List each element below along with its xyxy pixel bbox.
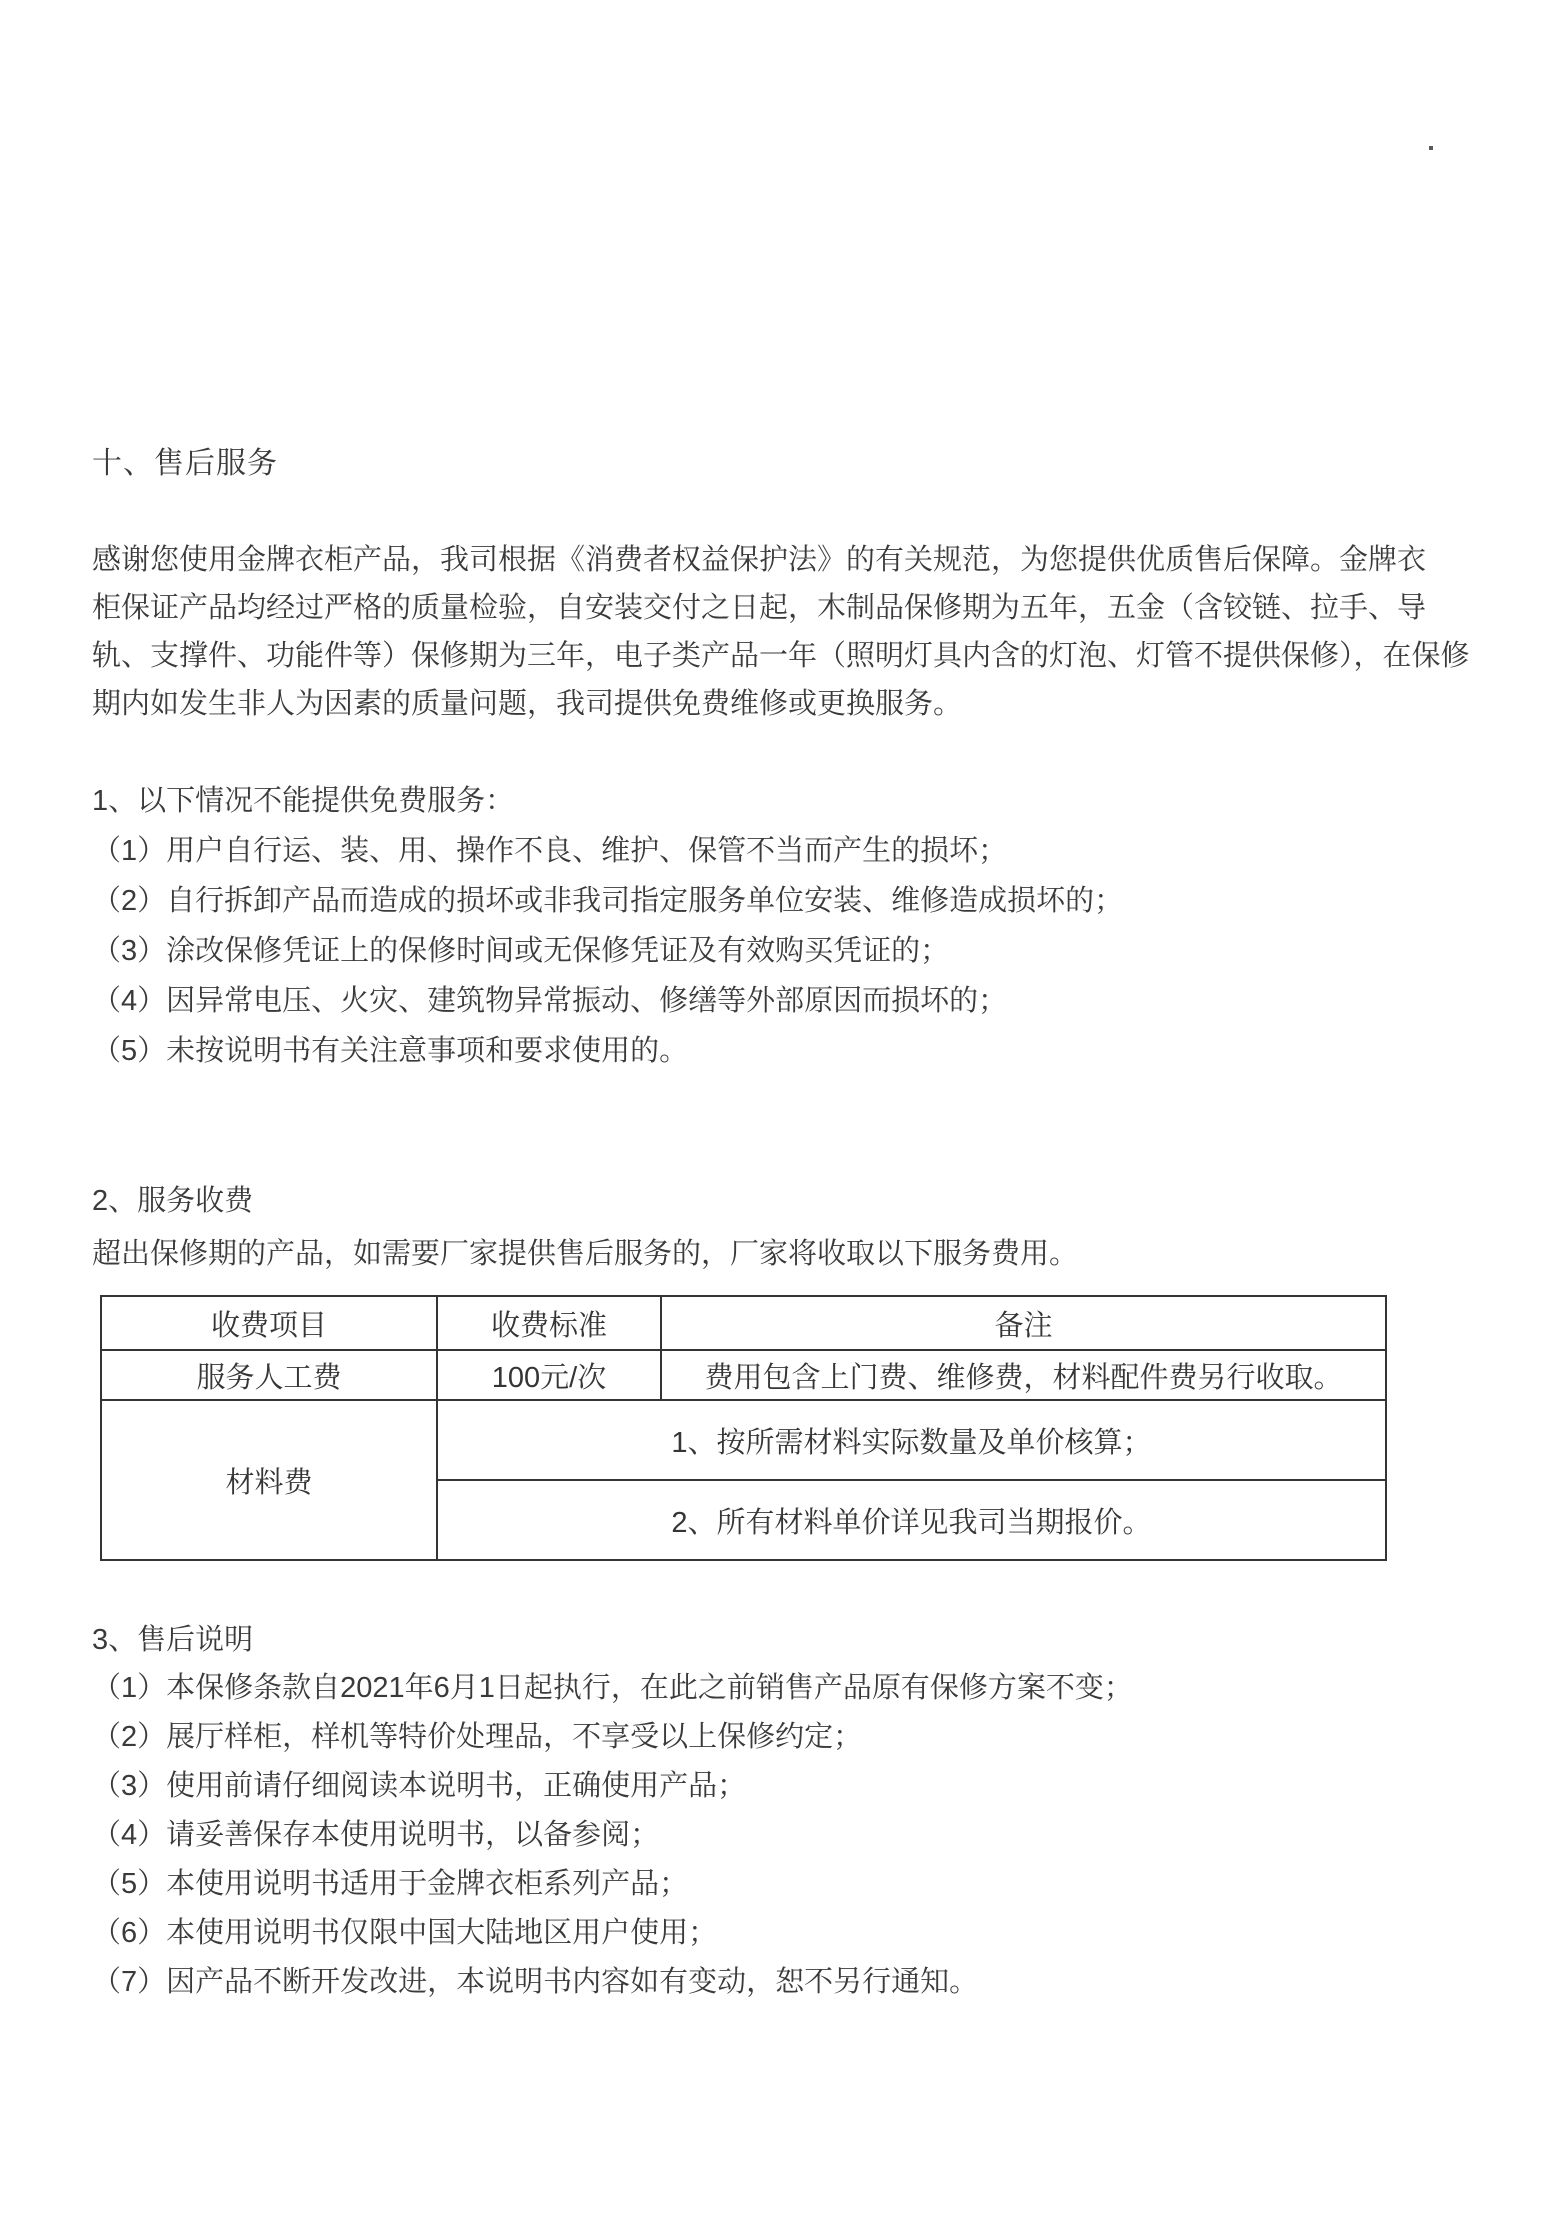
labor-fee-remark-cell: 费用包含上门费、维修费，材料配件费另行收取。 bbox=[661, 1350, 1386, 1400]
table-row-material-fee-1 bbox=[101, 1400, 1386, 1480]
section3-heading: 3、售后说明 bbox=[92, 1624, 254, 1656]
section1-heading: 1、以下情况不能提供免费服务： bbox=[92, 785, 515, 817]
print-artifact-dot bbox=[1429, 146, 1433, 150]
list-item: （5）本使用说明书适用于金牌衣柜系列产品； bbox=[92, 1868, 689, 1900]
intro-line: 期内如发生非人为因素的质量问题，我司提供免费维修或更换服务。 bbox=[92, 688, 963, 720]
labor-fee-standard-cell: 100元/次 bbox=[437, 1350, 661, 1400]
list-item: （7）因产品不断开发改进，本说明书内容如有变动，恕不另行通知。 bbox=[92, 1966, 979, 1998]
material-fee-note2-cell: 2、所有材料单价详见我司当期报价。 bbox=[437, 1480, 1386, 1560]
section2-subtitle: 超出保修期的产品，如需要厂家提供售后服务的，厂家将收取以下服务费用。 bbox=[92, 1238, 1079, 1270]
list-item: （4）请妥善保存本使用说明书，以备参阅； bbox=[92, 1819, 660, 1851]
service-fee-table bbox=[100, 1295, 1387, 1561]
material-fee-item-cell: 材料费 bbox=[101, 1400, 437, 1560]
table-row-labor-fee bbox=[101, 1350, 1386, 1400]
list-item: （1）用户自行运、装、用、操作不良、维护、保管不当而产生的损坏； bbox=[92, 835, 1008, 867]
section-free-service-exclusions bbox=[92, 776, 1123, 1076]
section2-heading: 2、服务收费 bbox=[92, 1185, 254, 1217]
list-item: （4）因异常电压、火灾、建筑物异常振动、修缮等外部原因而损坏的； bbox=[92, 985, 1008, 1017]
table-header-fee-item: 收费项目 bbox=[101, 1296, 437, 1350]
list-item: （6）本使用说明书仅限中国大陆地区用户使用； bbox=[92, 1917, 718, 1949]
page-title: 十、售后服务 bbox=[92, 447, 278, 480]
material-fee-note1-cell: 1、按所需材料实际数量及单价核算； bbox=[437, 1400, 1386, 1480]
intro-paragraph bbox=[92, 536, 1470, 728]
list-item: （3）涂改保修凭证上的保修时间或无保修凭证及有效购买凭证的； bbox=[92, 935, 950, 967]
intro-line: 轨、支撑件、功能件等）保修期为三年，电子类产品一年（照明灯具内含的灯泡、灯管不提供保修），在保修 bbox=[92, 640, 1470, 672]
table-header-row bbox=[101, 1296, 1386, 1350]
labor-fee-item-cell: 服务人工费 bbox=[101, 1350, 437, 1400]
section-after-sales-notes bbox=[92, 1664, 1133, 2007]
list-item: （1）本保修条款自2021年6月1日起执行，在此之前销售产品原有保修方案不变； bbox=[92, 1672, 1133, 1704]
intro-line: 感谢您使用金牌衣柜产品，我司根据《消费者权益保护法》的有关规范，为您提供优质售后保障。金牌衣 bbox=[92, 544, 1427, 576]
table-header-remark: 备注 bbox=[661, 1296, 1386, 1350]
list-item: （2）自行拆卸产品而造成的损坏或非我司指定服务单位安装、维修造成损坏的； bbox=[92, 885, 1124, 917]
list-item: （2）展厅样柜，样机等特价处理品，不享受以上保修约定； bbox=[92, 1721, 863, 1753]
intro-line: 柜保证产品均经过严格的质量检验，自安装交付之日起，木制品保修期为五年，五金（含铰链、拉手、导 bbox=[92, 592, 1427, 624]
table-header-fee-standard: 收费标准 bbox=[437, 1296, 661, 1350]
list-item: （3）使用前请仔细阅读本说明书，正确使用产品； bbox=[92, 1770, 747, 1802]
list-item: （5）未按说明书有关注意事项和要求使用的。 bbox=[92, 1035, 689, 1067]
